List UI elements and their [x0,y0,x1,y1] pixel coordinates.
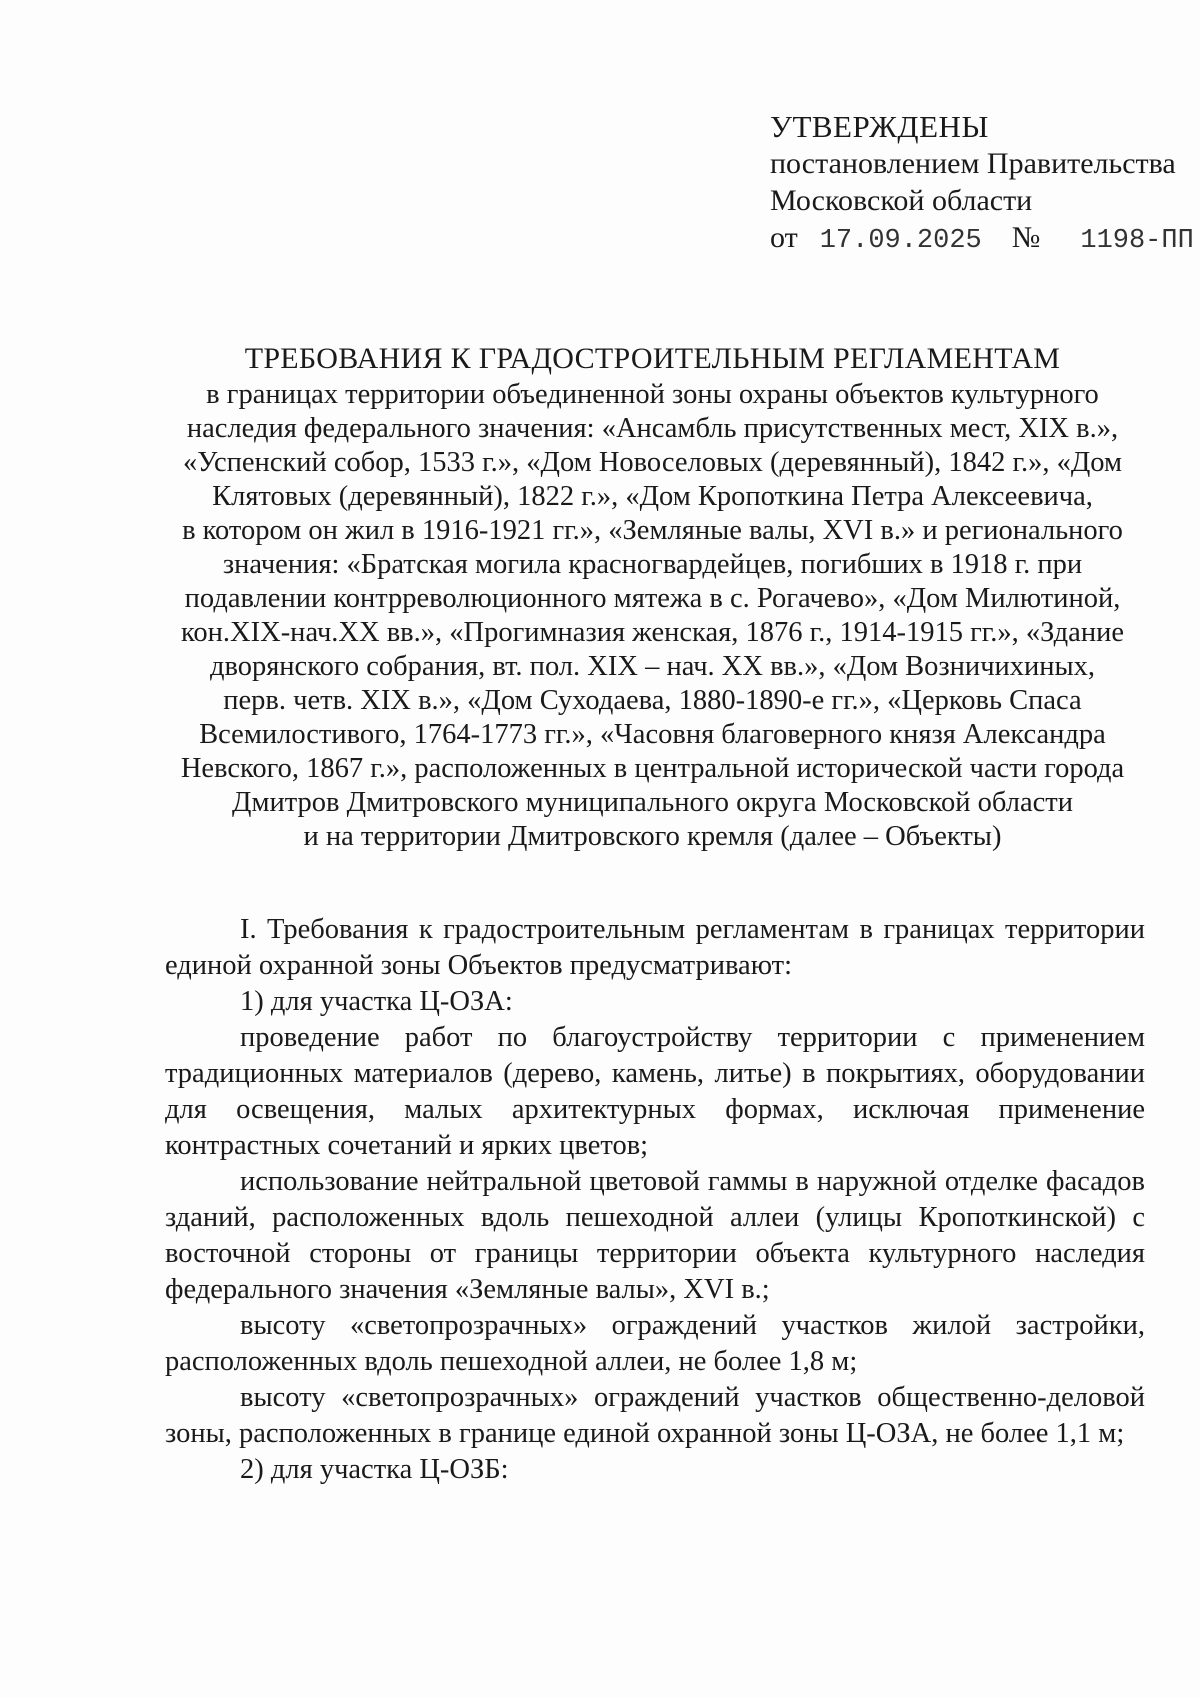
title-line: подавлении контрреволюционного мятежа в с. Рогачево», «Дом Милютиной, [184,583,1121,614]
title-line: в границах территории объединенной зоны охраны объектов культурного [206,379,1099,410]
paragraph-landscaping: проведение работ по благоустройству территории с применением традиционных материалов (дерево, камень, литье) в покрытиях, оборудовании для освещения, малых архитектурных формах, исключая применение контрастных сочетаний и ярких цветов; [165,1022,1145,1161]
item-1-heading: 1) для участка Ц-ОЗА: [240,986,513,1017]
approval-heading: УТВЕРЖДЕНЫ [770,109,989,144]
from-label: от [770,221,798,254]
title-main: ТРЕБОВАНИЯ К ГРАДОСТРОИТЕЛЬНЫМ РЕГЛАМЕНТАМ [244,342,1061,375]
title-line: значения: «Братская могила красногвардейцев, погибших в 1918 г. при [222,549,1083,580]
title-line: Всемилостивого, 1764-1773 гг.», «Часовня благоверного князя Александра [199,719,1106,750]
paragraph-facade-colors: использование нейтральной цветовой гаммы в наружной отделке фасадов зданий, расположенных вдоль пешеходной аллеи (улицы Кропоткинской) с восточной стороны от границы территории объекта культурного наследия федерального значения «Земляные валы», XVI в.; [165,1166,1145,1305]
title-line: Невского, 1867 г.», расположенных в центральной исторической части города [180,753,1125,784]
title-line: Дмитров Дмитровского муниципального округа Московской области [232,787,1073,818]
section-i-paragraph: I. Требования к градостроительным регламентам в границах территории единой охранной зоны Объектов предусматривают: [165,914,1145,981]
title-subtitle [170,378,1135,854]
approval-date-line [770,219,1194,260]
approval-number: 1198-ПП [1080,226,1194,256]
title-line: в котором он жил в 1916-1921 гг.», «Земляные валы, XVI в.» и регионального [182,515,1123,546]
title-line: Клятовых (деревянный), 1822 г.», «Дом Кропоткина Петра Алексеевича, [212,481,1093,512]
approval-line-2: Московской области [770,184,1033,217]
approval-stamp [770,108,1194,260]
title-line: перв. четв. XIX в.», «Дом Суходаева, 1880-1890-е гг.», «Церковь Спаса [223,685,1082,716]
title-line: наследия федерального значения: «Ансамбль присутственных мест, XIX в.», [186,413,1119,444]
item-2-heading: 2) для участка Ц-ОЗБ: [240,1454,509,1485]
document-title [170,340,1135,854]
number-sign: № [1011,221,1041,254]
title-line: и на территории Дмитровского кремля (далее – Объекты) [303,821,1002,852]
paragraph-fence-business: высоту «светопрозрачных» ограждений участков общественно-деловой зоны, расположенных в границе единой охранной зоны Ц-ОЗА, не более 1,1 м; [165,1382,1145,1449]
paragraph-fence-residential: высоту «светопрозрачных» ограждений участков жилой застройки, расположенных вдоль пешеходной аллеи, не более 1,8 м; [165,1310,1145,1377]
title-line: дворянского собрания, вт. пол. XIX – нач. XX вв.», «Дом Возничихиных, [209,651,1096,682]
approval-date: 17.09.2025 [819,226,982,256]
approval-line-1: постановлением Правительства [770,147,1176,180]
document-body [165,912,1145,1488]
title-line: «Успенский собор, 1533 г.», «Дом Новоселовых (деревянный), 1842 г.», «Дом [182,447,1123,478]
title-line: кон.XIX-нач.XX вв.», «Прогимназия женская, 1876 г., 1914-1915 гг.», «Здание [181,617,1124,648]
